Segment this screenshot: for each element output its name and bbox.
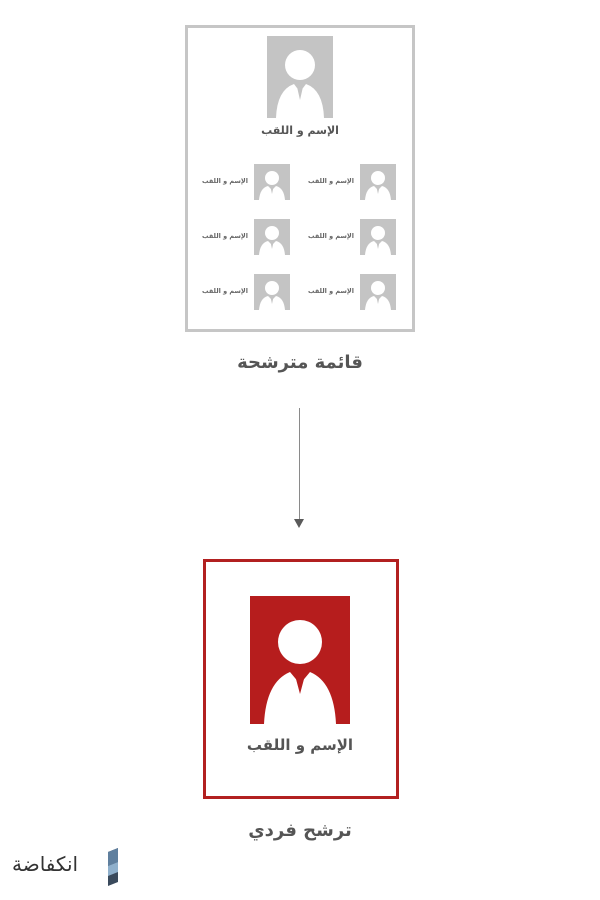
inkyfada-logo <box>12 848 122 888</box>
list-member-avatar-icon <box>360 274 396 310</box>
list-member-avatar-icon <box>360 164 396 200</box>
logo-mark-icon <box>96 848 122 888</box>
list-member-avatar-icon <box>360 219 396 255</box>
list-lead-name: الإسم و اللقب <box>261 124 339 137</box>
list-member-name: الإسم و اللقب <box>307 287 354 295</box>
flow-arrow-line <box>299 408 300 520</box>
list-member-name: الإسم و اللقب <box>201 177 248 185</box>
arrow-down-icon <box>294 519 304 528</box>
individual-name: الإسم و اللقب <box>246 736 354 754</box>
list-member-avatar-icon <box>254 274 290 310</box>
list-member-name: الإسم و اللقب <box>201 287 248 295</box>
individual-candidate-caption: ترشح فردي <box>248 820 352 841</box>
list-member-name: الإسم و اللقب <box>307 177 354 185</box>
list-member-avatar-icon <box>254 219 290 255</box>
logo-text: انكفاضة <box>12 852 79 876</box>
list-lead-avatar-icon <box>267 36 333 118</box>
list-member-name: الإسم و اللقب <box>201 232 248 240</box>
list-candidate-caption: قائمة مترشحة <box>237 352 363 373</box>
list-member-name: الإسم و اللقب <box>307 232 354 240</box>
list-member-avatar-icon <box>254 164 290 200</box>
individual-avatar-icon <box>250 596 350 724</box>
